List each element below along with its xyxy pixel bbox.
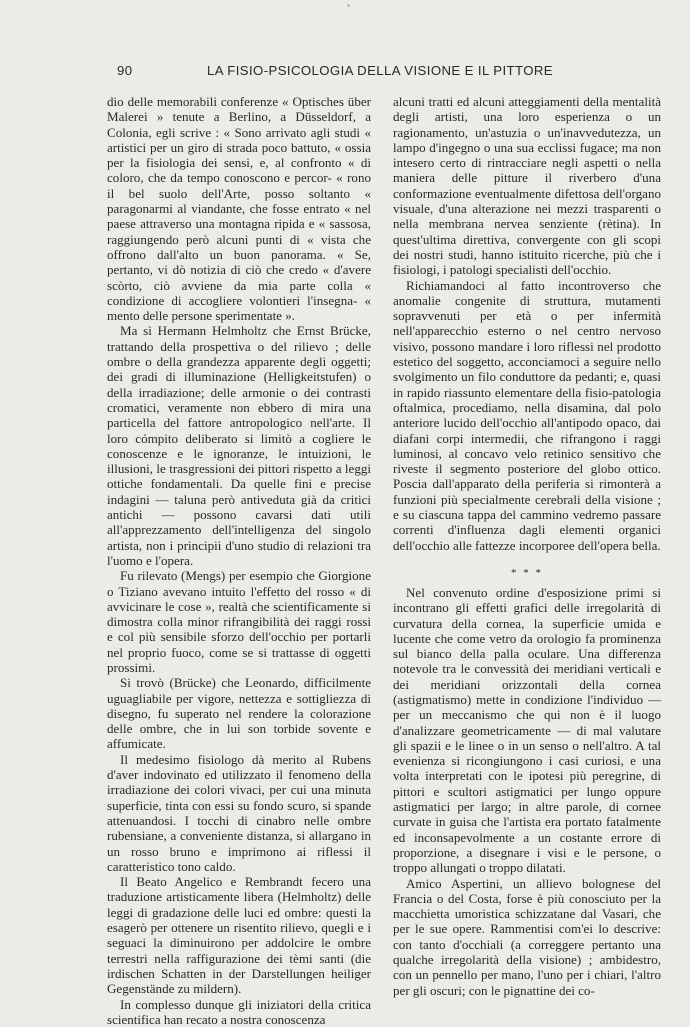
paragraph: Richiamandoci al fatto incontroverso che anomalie congenite di struttura, mutamenti sopravvenuti per età o per infermità nell'apparecchio esterno o nel centro nervoso visivo, possono mandare i loro riflessi nel prodotto estetico del soggetto, acconciamoci a seguire nello svolgimento un filo conduttore da pedanti; e, quasi in rapido riassunto elementare della fisio-patologia oftalmica, procediamo, nella disamina, dal polo anteriore lucido dell'occhio all'antipodo opaco, dai diafani corpi intermedii, che rifrangono i raggi luminosi, al concavo velo retinico sensitivo che riveste il segmento posteriore del globo ottico. Poscia dall'apparato della periferia si rimonterà a funzioni più specialmente cerebrali della visione ; e su ciascuna tappa del cammino vedremo passare correnti d'influenza dagli elementi organici dell'occhio alle fattezze incorporee dell'opera bella. (393, 277, 661, 553)
paragraph: alcuni tratti ed alcuni atteggiamenti della mentalità degli artisti, una loro esperienza o un ragionamento, un'astuzia o un'inavvedutezza, un lampo d'ingegno o una sua ecclissi fugace; ma non intesero certo di rintracciare negli aspetti o nella maniera delle pitture il riverbero d'una conformazione eventualmente difettosa dell'organo visuale, d'una alterazione nei mezzi trasparenti o nella membrana nervea senziente (rètina). In quest'ultima direttiva, convergente con gli scopi dei nostri studi, hanno istituito ricerche, più che i fisiologi, i patologi specialisti dell'occhio. (393, 94, 661, 278)
paragraph: Si trovò (Brücke) che Leonardo, difficilmente uguagliabile per vigore, nettezza e sottigliezza di disegno, fu superato nel rendere la colorazione delle ombre, che in lui son torbide sovente e affumicate. (107, 675, 371, 752)
paragraph: Ma sì Hermann Helmholtz che Ernst Brücke, trattando della prospettiva o del rilievo ; delle ombre o della grandezza apparente degli oggetti; dei gradi di illuminazione (Helligkeitstufen) o della irradiazione; delle armonie o dei contrasti cromatici, veramente non ebbero di mira una particella del fattore antropologico nell'arte. Il loro cómpito deliberato si limitò a cogliere le conoscenze e le ignoranze, le intuizioni, le illusioni, le trasgressioni dei pittori rispetto a leggi ottiche fondamentali. Da quelle fini e precise indagini — taluna però antiveduta già da critici antichi — possono cavarsi dati utili all'apprezzamento dell'intelligenza del singolo artista, non i principii d'uno studio di relazioni tra l'uomo e l'opera. (107, 323, 371, 568)
paragraph: In complesso dunque gli iniziatori della critica scientifica han recato a nostra conoscenza (107, 996, 371, 1027)
section-separator: * * * (511, 566, 543, 579)
left-column (107, 94, 371, 1027)
right-column (393, 94, 661, 998)
paragraph: Amico Aspertini, un allievo bolognese del Francia o del Costa, forse è più conosciuto per la macchietta umoristica schizzatane dal Vasari, che per le sue opere. Rammentisi com'ei lo descrive: con tanto d'occhiali (a correggere pertanto una qualche irregolarità della visione) ; ambidestro, con un pennello per mano, l'uno per i chiari, l'altro per gli oscuri; con le pignattine dei co- (393, 875, 661, 998)
page-number: 90 (117, 63, 133, 78)
paragraph: Il Beato Angelico e Rembrandt fecero una traduzione artisticamente libera (Helmholtz) delle leggi di gradazione delle luci ed ombre: questi la esagerò per ottenere un risentito rilievo, quegli e i seguaci la diminuirono per addolcire le ombre terrestri nella raffigurazione dei tèmi santi (die irdischen Schatten in der Darstellungen heiliger Gegenstände zu mildern). (107, 874, 371, 997)
page-header (117, 63, 570, 83)
paper-speck (347, 4, 350, 7)
running-title: LA FISIO-PSICOLOGIA DELLA VISIONE E IL PITTORE (207, 63, 553, 78)
paragraph: dio delle memorabili conferenze « Optisches über Malerei » tenute a Berlino, a Düsseldorf, a Colonia, egli scrive : « Sono arrivato agli studi « artistici per un giro di strada poco battuto, « ossia per la fisiologia dei sensi, e, al confronto « di coloro, che da tempo conoscono e percor- « rono il bel suolo dell'Arte, posso soltanto « paragonarmi al viandante, che fosse entrato « nel paese attraverso una montagna ripida e « sassosa, raggiungendo però alcuni punti di « vista che offrono dall'alto un buon panorama. « Se, pertanto, vi dò notizia di ciò che credo « d'avere scòrto, ciò avviene da mia parte colla « condizione di accogliere volontieri l'insegna- « mento delle persone sperimentate ». (107, 94, 371, 324)
paragraph: Il medesimo fisiologo dà merito al Rubens d'aver indovinato ed utilizzato il fenomeno della irradiazione dei colori vivaci, per cui una minuta superficie, tinta con essi su fondo scuro, si spande attenuandosi. I tocchi di cinabro nelle ombre rubensiane, a conveniente distanza, si allargano in un rosso bruno e imprimono ai riflessi il caratteristico tono caldo. (107, 751, 371, 874)
paragraph: Nel convenuto ordine d'esposizione primi si incontrano gli effetti grafici delle irregolarità di curvatura della cornea, la superficie umida e lucente che come vetro da orologio fa prominenza sul bianco della palla oculare. Una differenza notevole tra le convessità dei meridiani verticali e dei meridiani orizzontali della cornea (astigmatismo) mette in condizione l'individuo — per un meccanismo che qui non è il luogo d'analizzare geometricamente — di mal valutare gli spazii e le linee o in un senso o nell'altro. A tal evenienza si ricongiungono i casi curiosi, e una volta interpretati con le ipotesi più peregrine, di pittori e scultori astigmatici per lungo oppure astigmatici per largo; in altre parole, di cornee curvate in guisa che l'artista era portato fatalmente ed inconsapevolmente a un costante errore di proporzione, a disegnare i visi e le persone, o troppo allungati o troppo dilatati. (393, 584, 661, 876)
paragraph: Fu rilevato (Mengs) per esempio che Giorgione o Tiziano avevano intuito l'effetto del rosso « di avvicinare le cose », realtà che scientificamente si dimostra colla minor rifrangibilità dei raggi rossi e col più sensibile sforzo dell'occhio per portarli nel proprio fuoco, come se si trattasse di oggetti prossimi. (107, 568, 371, 675)
